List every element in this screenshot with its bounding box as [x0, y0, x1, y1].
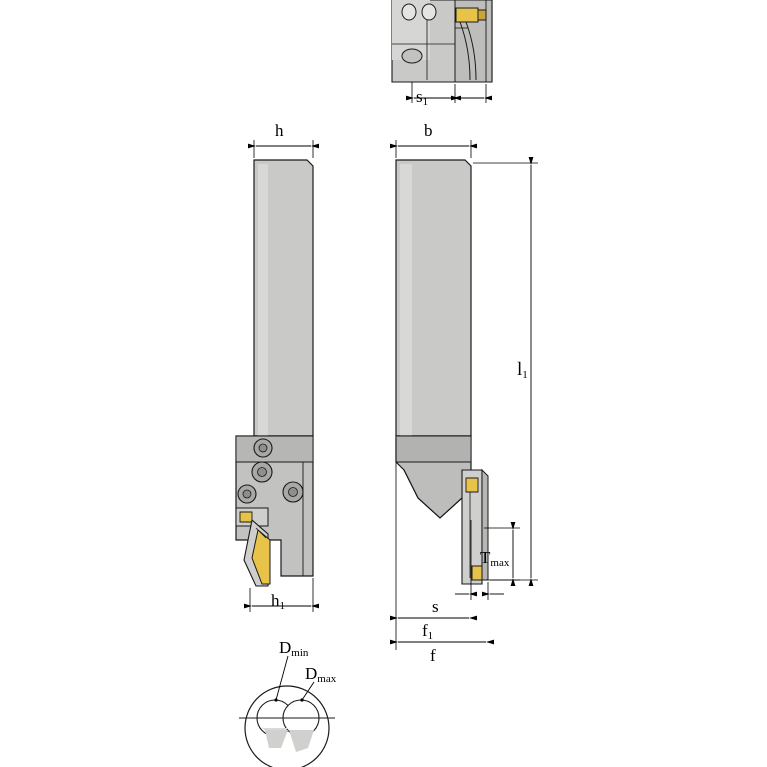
dimension-label-l1: $l_1$ [517, 359, 528, 381]
dimension-label-s: s [432, 597, 439, 616]
dimension-label-tmax: $T_{max}$ [480, 548, 510, 569]
dimension-label-dmin: $D_{min}$ [279, 638, 309, 659]
dimension-label-h: h [275, 121, 284, 140]
top-detail-view [392, 0, 492, 103]
dimension-label-b: b [424, 121, 433, 140]
dimension-label-h1: $h_1$ [271, 591, 285, 612]
side-view [396, 140, 538, 650]
dimension-label-f1: $f_1$ [422, 621, 434, 642]
front-view [236, 140, 313, 612]
dimension-label-s1: $s_1$ [416, 87, 429, 108]
dimension-label-dmax: $D_{max}$ [305, 664, 337, 685]
dimension-label-f: f [430, 646, 436, 665]
